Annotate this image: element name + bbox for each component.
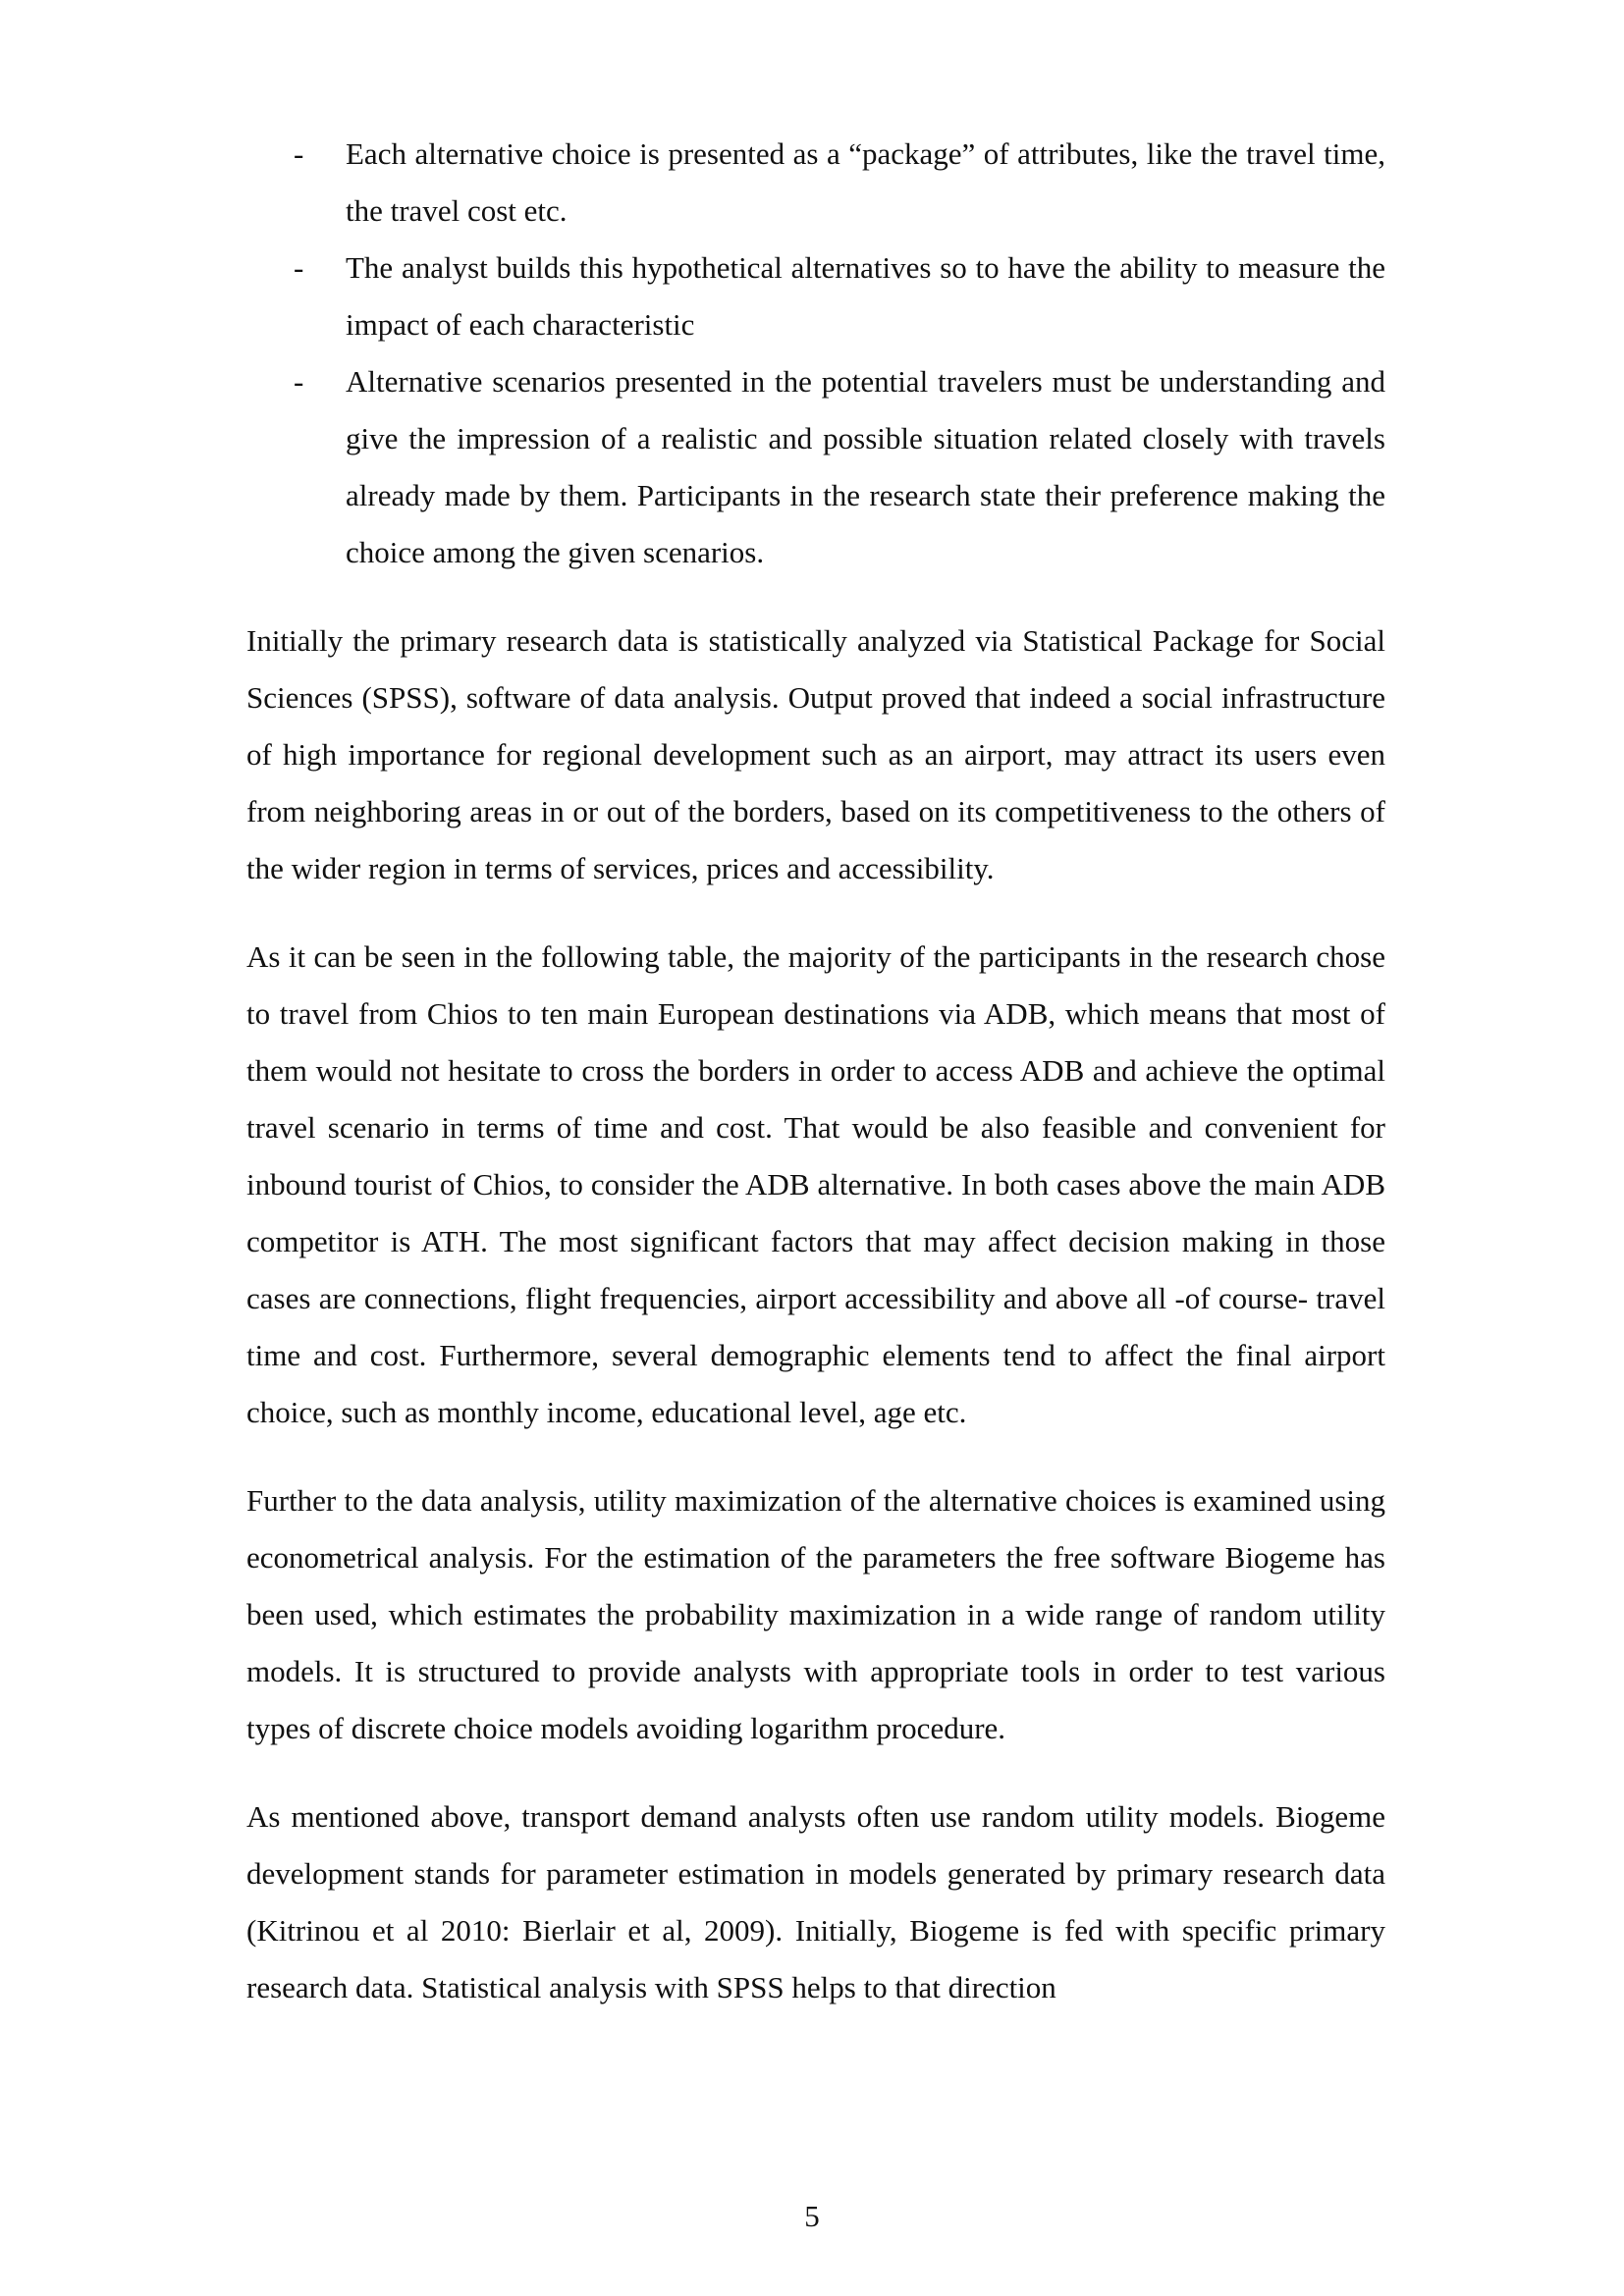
bullet-dash: - bbox=[294, 250, 304, 285]
bullet-text: The analyst builds this hypothetical alternatives so to have the ability to measure the impact of each characteristic bbox=[346, 250, 1385, 342]
bullet-item bbox=[246, 126, 1385, 240]
paragraph-table-findings: As it can be seen in the following table, the majority of the participants in the research chose to travel from Chios to ten main European destinations via ADB, which means that most of them would not hesitate to cross the borders in order to access ADB and achieve the optimal travel scenario in terms of time and cost. That would be also feasible and convenient for inbound tourist of Chios, to consider the ADB alternative. In both cases above the main ADB competitor is ATH. The most significant factors that may affect decision making in those cases are connections, flight frequencies, airport accessibility and above all -of course- travel time and cost. Furthermore, several demographic elements tend to affect the final airport choice, such as monthly income, educational level, age etc. bbox=[246, 939, 1385, 1429]
bullet-list bbox=[246, 126, 1385, 581]
bullet-item bbox=[246, 353, 1385, 581]
paragraph-spss-analysis: Initially the primary research data is statistically analyzed via Statistical Package for Social Sciences (SPSS), software of data analysis. Output proved that indeed a social infrastructure of high importance for regional development such as an airport, may attract its users even from neighboring areas in or out of the borders, based on its competitiveness to the others of the wider region in terms of services, prices and accessibility. bbox=[246, 623, 1385, 885]
paragraph-biogeme: As mentioned above, transport demand analysts often use random utility models. Biogeme development stands for parameter estimation in models generated by primary research data (Kitrinou et al 2010: Bierlair et al, 2009). Initially, Biogeme is fed with specific primary research data. Statistical analysis with SPSS helps to that direction bbox=[246, 1799, 1385, 2004]
bullet-item bbox=[246, 240, 1385, 353]
page-body bbox=[246, 126, 1385, 2016]
bullet-dash: - bbox=[294, 364, 304, 399]
bullet-text: Alternative scenarios presented in the potential travelers must be understanding and give the impression of a realistic and possible situation related closely with travels already made by them. Participants in the research state their preference making the choice among the given scenarios. bbox=[346, 364, 1385, 569]
page-number: 5 bbox=[804, 2199, 820, 2233]
paragraph-utility-maximization: Further to the data analysis, utility maximization of the alternative choices is examined using econometrical analysis. For the estimation of the parameters the free software Biogeme has been used, which estimates the probability maximization in a wide range of random utility models. It is structured to provide analysts with appropriate tools in order to test various types of discrete choice models avoiding logarithm procedure. bbox=[246, 1483, 1385, 1745]
bullet-text: Each alternative choice is presented as a “package” of attributes, like the travel time, the travel cost etc. bbox=[346, 136, 1385, 228]
bullet-dash: - bbox=[294, 136, 304, 171]
